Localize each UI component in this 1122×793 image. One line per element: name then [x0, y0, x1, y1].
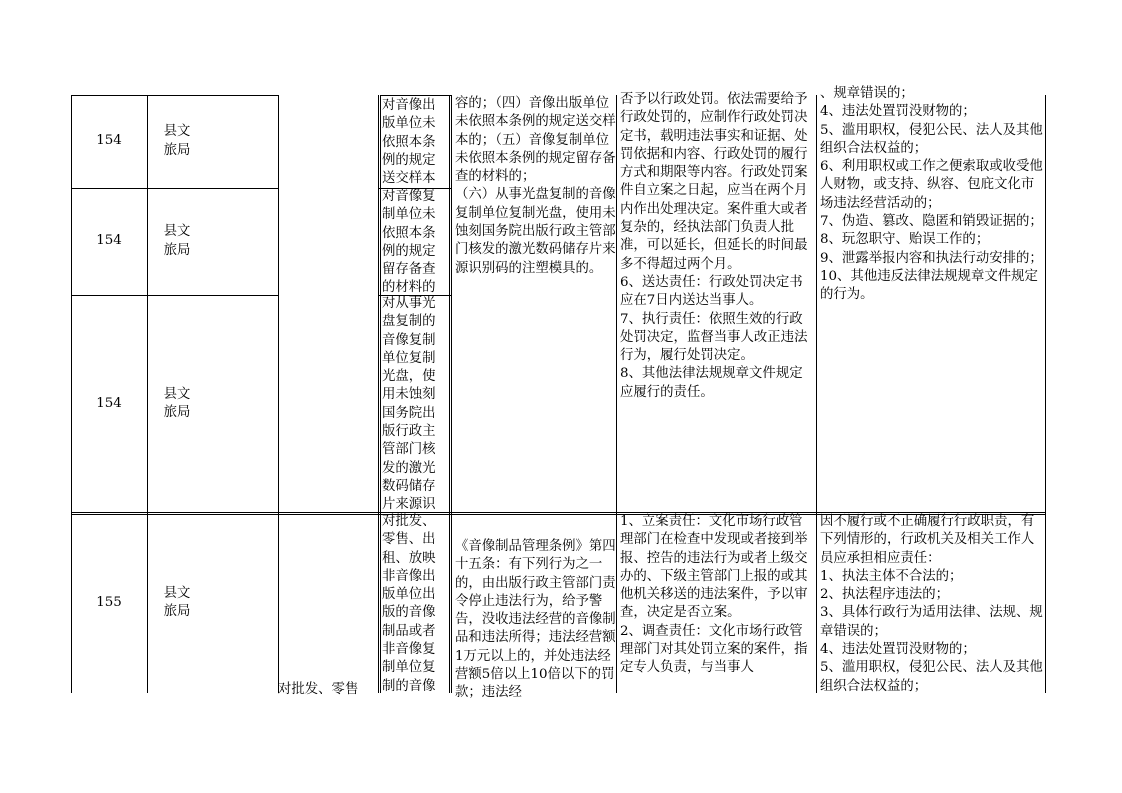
grid-line	[378, 188, 451, 189]
item-name-partial: 对批发、零售	[278, 682, 359, 697]
row-number: 155	[96, 594, 122, 610]
grid-line	[378, 295, 451, 296]
grid-line	[71, 95, 72, 693]
accountability-items: 、规章错误的； 4、违法处置罚没财物的； 5、滥用职权，侵犯公民、法人及其他组织合法权益的； 6、利用职权或工作之便索取或收受他人财物，或支持、纵容、包庇文化市场违法经营活动的； 7、伪造、篡改、隐匿和销毁证据的； 8、玩忽职守、贻误工作的； 9、泄露举报内容和执法行动安排的； 10、其他违反法律法规规章文件规定的行为。	[820, 86, 1043, 303]
accountability-items: 因不履行或不正确履行行政职责，有下列情形的，行政机关及相关工作人员应承担相应责任： 1、执法主体不合法的； 2、执法程序违法的； 3、具体行政行为适用法律、法规、规章错误的； 4、违法处置罚没财物的； 5、滥用职权，侵犯公民、法人及其他组织合法权益的；	[820, 514, 1043, 694]
grid-line	[380, 95, 451, 96]
grid-line	[71, 95, 147, 96]
responsibility-items: 1、立案责任：文化市场行政管理部门在检查中发现或者接到举报、控告的违法行为或者上级交办的、下级主管部门上报的或其他机关移送的违法案件，予以审查，决定是否立案。 2、调查责任：文化市场行政管理部门对其处罚立案的案件，指定专人负责，与当事人	[620, 514, 808, 676]
grid-line	[378, 95, 379, 693]
grid-line	[71, 188, 278, 189]
grid-line	[616, 95, 617, 693]
grid-line	[71, 514, 1046, 515]
department: 县文旅局	[163, 585, 191, 619]
legal-basis-text: 《音像制品管理条例》第四十五条：有下列行为之一的，由出版行政主管部门责令停止违法行为，给予警告，没收违法经营的音像制品和违法所得；违法经营额1万元以上的，并处违法经营额5倍以上10倍以下的罚款；违法经	[455, 539, 616, 701]
grid-line	[147, 95, 148, 693]
row-number: 154	[96, 233, 122, 249]
grid-line	[449, 95, 450, 693]
grid-line	[278, 95, 279, 693]
grid-line	[71, 295, 278, 296]
row-number: 154	[96, 395, 122, 411]
item-name: 对音像出版单位未依照本条例的规定送交样本	[382, 98, 436, 187]
item-name: 对从事光盘复制的音像复制单位复制光盘，使用未蚀刻国务院出版行政主管部门核发的激光数码储存片来源识	[382, 296, 436, 513]
grid-line	[451, 95, 452, 693]
grid-line	[380, 95, 381, 693]
legal-basis	[453, 513, 616, 701]
grid-line	[71, 512, 1046, 513]
legal-basis: 容的；（四）音像出版单位未依照本条例的规定送交样本的；（五）音像复制单位未依照本条例的规定留存备查的材料的； （六）从事光盘复制的音像复制单位复制光盘，使用未蚀刻国务院出版行政主管部门核发的激光数码储存片来源识别码的注塑模具的。	[455, 96, 616, 276]
item-name: 对音像复制单位未依照本条例的规定留存备查的材料的	[382, 189, 436, 296]
responsibility-items: 否予以行政处罚。依法需要给予行政处罚的，应制作行政处罚决定书，载明违法事实和证据、处罚依据和内容、行政处罚的履行方式和期限等内容。行政处罚案件自立案之日起，应当在两个月内作出处理决定。案件重大或者复杂的，经执法部门负责人批准，可以延长，但延长的时间最多不得超过两个月。 6、送达责任：行政处罚决定书应在7日内送达当事人。 7、执行责任：依照生效的行政处罚决定，监督当事人改正违法行为，履行处罚决定。 8、其他法律法规规章文件规定应履行的责任。	[620, 92, 808, 400]
department: 县文旅局	[163, 386, 191, 420]
grid-line	[147, 95, 278, 96]
item-name: 对批发、零售、出租、放映非音像出版单位出版的音像制品或者非音像复制单位复制的音像	[382, 514, 436, 694]
grid-line	[816, 95, 817, 693]
row-number: 154	[96, 133, 122, 149]
department: 县文旅局	[163, 224, 191, 258]
responsibility-table	[71, 86, 1046, 701]
grid-line	[1045, 95, 1046, 693]
department: 县文旅局	[163, 124, 191, 158]
